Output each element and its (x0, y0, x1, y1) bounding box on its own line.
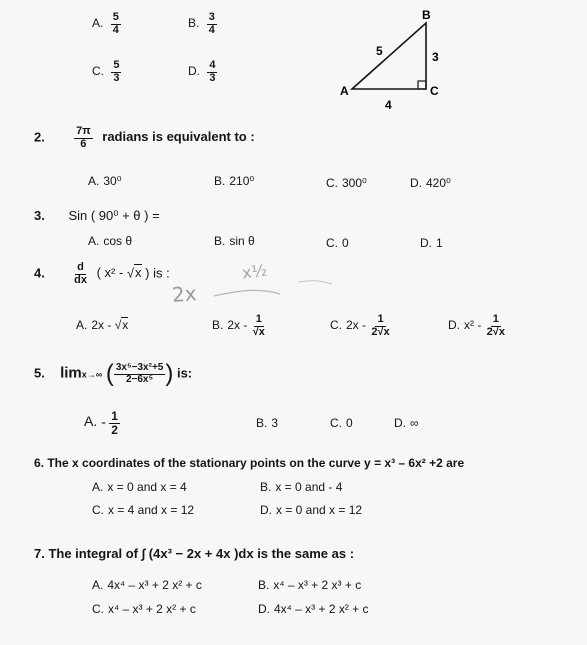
q1-option-b: B. $\frac{3}{4}$ (188, 11, 215, 36)
fraction: $\frac{1}{2√x}$ (371, 313, 390, 338)
fraction: $\frac{1}{√x}$ (252, 313, 265, 338)
q5-option-b: B. 3 (256, 416, 279, 430)
question-6: 6. The x coordinates of the stationary points on the curve y = x³ – 6x² +2 are (34, 456, 465, 470)
q6-option-b: B. x = 0 and - 4 (260, 480, 343, 494)
handwritten-note-x-half: x½ (240, 260, 269, 283)
fraction: $\frac{1}{2√x}$ (486, 313, 505, 338)
fraction: $\frac{1}{2}$ (111, 409, 118, 437)
fraction: $\frac{3}{4}$ (208, 11, 215, 36)
fraction: $\frac{4}{3}$ (209, 59, 216, 84)
q2-option-a: A. 30⁰ (88, 174, 122, 188)
right-triangle-diagram (340, 5, 470, 117)
fraction: $\frac{5}{4}$ (112, 11, 119, 36)
fraction: $\frac{5}{3}$ (113, 59, 120, 84)
question-5: 5. limx→∞ ( $\frac{\text{3x⁵−3x²+5}}{\text{2−6x⁵}}$ ) is: (34, 360, 193, 387)
fraction: $\frac{\text{3x⁵−3x²+5}}{\text{2−6x⁵}}$ (115, 362, 164, 385)
q5-option-a: A. - $\frac{1}{2}$ (84, 409, 118, 437)
q7-option-b: B. x⁴ – x³ + 2 x³ + c (258, 578, 362, 592)
vertex-b-label: B (422, 8, 431, 22)
question-2: 2. $\frac{7\pi}{6}$ radians is equivalent to : (34, 125, 255, 150)
question-4: 4. $\frac{d}{dx}$ ( x² - √x ) is : (34, 261, 170, 286)
q6-option-c: C. x = 4 and x = 12 (92, 503, 195, 517)
fraction: $\frac{7\pi}{6}$ (76, 125, 91, 150)
q3-option-a: A. cos θ (88, 234, 133, 248)
q4-option-a: A. 2x - √x (76, 318, 129, 332)
q5-option-c: C. 0 (330, 416, 353, 430)
q6-option-d: D. x = 0 and x = 12 (260, 503, 363, 517)
q7-option-d: D. 4x⁴ – x³ + 2 x² + c (258, 602, 369, 616)
q6-option-a: A. x = 0 and x = 4 (92, 480, 187, 494)
q5-option-d: D. ∞ (394, 416, 419, 430)
question-7: 7. The integral of ∫ (4x³ − 2x + 4x )dx is the same as : (34, 546, 355, 561)
q2-option-b: B. 210⁰ (214, 174, 255, 188)
q2-option-d: D. 420⁰ (410, 176, 451, 190)
q4-option-c: C. 2x - $\frac{1}{2√x}$ (330, 313, 390, 338)
q1-option-a: A. $\frac{5}{4}$ (92, 11, 119, 36)
vertical-length: 3 (432, 50, 439, 64)
q7-option-a: A. 4x⁴ – x³ + 2 x² + c (92, 578, 202, 592)
q1-option-d: D. $\frac{4}{3}$ (188, 59, 216, 84)
question-3: 3. Sin ( 90⁰ + θ ) = (34, 208, 160, 223)
right-angle-marker (418, 81, 426, 89)
q3-option-d: D. 1 (420, 236, 443, 250)
base-length: 4 (385, 98, 392, 112)
q2-option-c: C. 300⁰ (326, 176, 367, 190)
q1-option-c: C. $\frac{5}{3}$ (92, 59, 120, 84)
q4-option-b: B. 2x - $\frac{1}{√x}$ (212, 313, 265, 338)
derivative-operator: $\frac{d}{dx}$ (74, 261, 87, 286)
handwritten-note-2x: 2x (171, 281, 198, 307)
triangle-shape (352, 23, 426, 89)
q7-option-c: C. x⁴ – x³ + 2 x² + c (92, 602, 196, 616)
q4-option-d: D. x² - $\frac{1}{2√x}$ (448, 313, 505, 338)
vertex-c-label: C (430, 84, 439, 98)
q3-option-c: C. 0 (326, 236, 349, 250)
handwritten-scribble (210, 260, 340, 320)
q3-option-b: B. sin θ (214, 234, 255, 248)
vertex-a-label: A (340, 84, 349, 98)
hypotenuse-length: 5 (376, 44, 383, 58)
